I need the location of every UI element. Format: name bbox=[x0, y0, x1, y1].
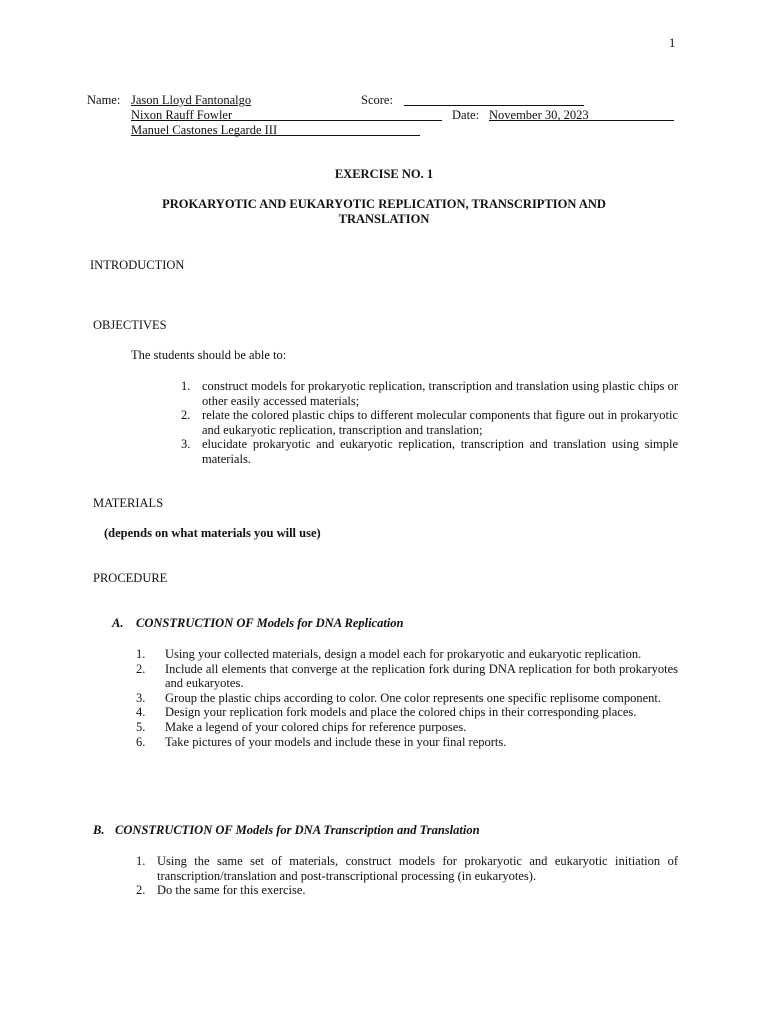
objectives-lead: The students should be able to: bbox=[131, 348, 287, 362]
student-name-2: Nixon Rauff Fowler bbox=[131, 108, 233, 122]
name-3-line bbox=[131, 135, 420, 136]
materials-heading: MATERIALS bbox=[93, 496, 164, 510]
exercise-number: EXERCISE NO. 1 bbox=[334, 167, 434, 181]
list-item: 1. construct models for prokaryotic replication, transcription and translation using plastic chips or other easily accessed materials; bbox=[181, 379, 678, 408]
list-item: 2. Do the same for this exercise. bbox=[136, 883, 306, 898]
name-2-line bbox=[131, 120, 442, 121]
introduction-heading: INTRODUCTION bbox=[90, 258, 185, 272]
list-item: 6. Take pictures of your models and include these in your final reports. bbox=[136, 734, 507, 749]
section-b-title: CONSTRUCTION OF Models for DNA Transcription and Translation bbox=[115, 823, 480, 837]
list-item: 5. Make a legend of your colored chips for reference purposes. bbox=[136, 719, 467, 734]
list-item: 2. Include all elements that converge at the replication fork during DNA replication for both prokaryotes and eukaryotes. bbox=[136, 661, 678, 691]
list-item: 3. elucidate prokaryotic and eukaryotic replication, transcription and translation using simple materials. bbox=[181, 437, 678, 466]
date-value: November 30, 2023 bbox=[489, 108, 589, 122]
section-a-list bbox=[136, 647, 678, 749]
objectives-list bbox=[181, 379, 678, 467]
exercise-title-line-1: PROKARYOTIC AND EUKARYOTIC REPLICATION, TRANSCRIPTION AND bbox=[162, 197, 606, 211]
section-b-list bbox=[136, 854, 678, 898]
list-item: 1. Using the same set of materials, construct models for prokaryotic and eukaryotic initiation of transcription/translation and post-transcriptional processing (in eukaryotes). bbox=[136, 854, 678, 883]
student-name-3: Manuel Castones Legarde III bbox=[131, 123, 278, 137]
list-item: 1. Using your collected materials, design a model each for prokaryotic and eukaryotic replication. bbox=[136, 647, 642, 661]
date-label: Date: bbox=[452, 108, 480, 122]
score-field-line bbox=[404, 105, 584, 106]
materials-note: (depends on what materials you will use) bbox=[104, 526, 321, 540]
list-item: 3. Group the plastic chips according to color. One color represents one specific replisome component. bbox=[136, 690, 662, 705]
name-label: Name: bbox=[87, 93, 121, 107]
date-line bbox=[489, 120, 674, 121]
list-item: 4. Design your replication fork models and place the colored chips in their corresponding places. bbox=[136, 705, 637, 720]
score-label: Score: bbox=[361, 93, 393, 107]
exercise-title-line-2: TRANSLATION bbox=[338, 212, 430, 226]
student-name-1: Jason Lloyd Fantonalgo bbox=[131, 93, 252, 107]
section-a-title: CONSTRUCTION OF Models for DNA Replication bbox=[136, 616, 404, 630]
page-number: 1 bbox=[669, 36, 676, 50]
objectives-heading: OBJECTIVES bbox=[93, 318, 167, 332]
list-item: 2. relate the colored plastic chips to different molecular components that figure out in prokaryotic and eukaryotic replication, transcription and translation; bbox=[181, 408, 678, 437]
section-b-letter: B. bbox=[93, 823, 105, 837]
procedure-heading: PROCEDURE bbox=[93, 571, 168, 585]
section-a-letter: A. bbox=[112, 616, 124, 630]
